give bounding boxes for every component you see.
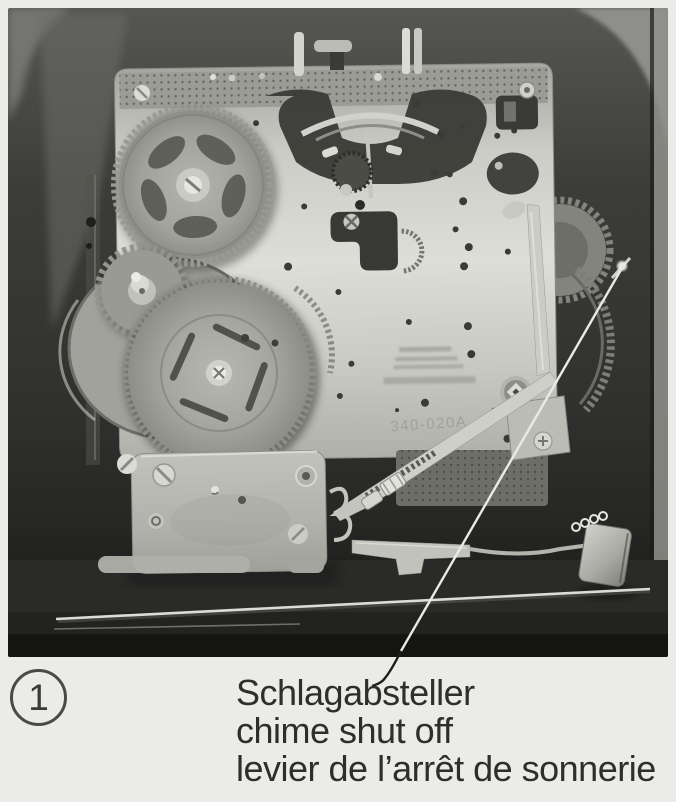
movement-photo	[8, 8, 668, 657]
pendulum-post	[294, 32, 304, 76]
caption-line-english: chime shut off	[236, 710, 453, 751]
figure-caption	[236, 674, 656, 788]
plate-stamp-text: 340-020A	[389, 413, 468, 436]
movement-photo-svg	[8, 8, 668, 657]
caption-line-french: levier de l’arrêt de sonnerie	[236, 748, 656, 789]
caption-line-german: Schlagabsteller	[236, 672, 475, 713]
figure-number-badge	[10, 669, 67, 726]
figure-number: 1	[28, 676, 49, 718]
chime-block	[98, 450, 350, 586]
